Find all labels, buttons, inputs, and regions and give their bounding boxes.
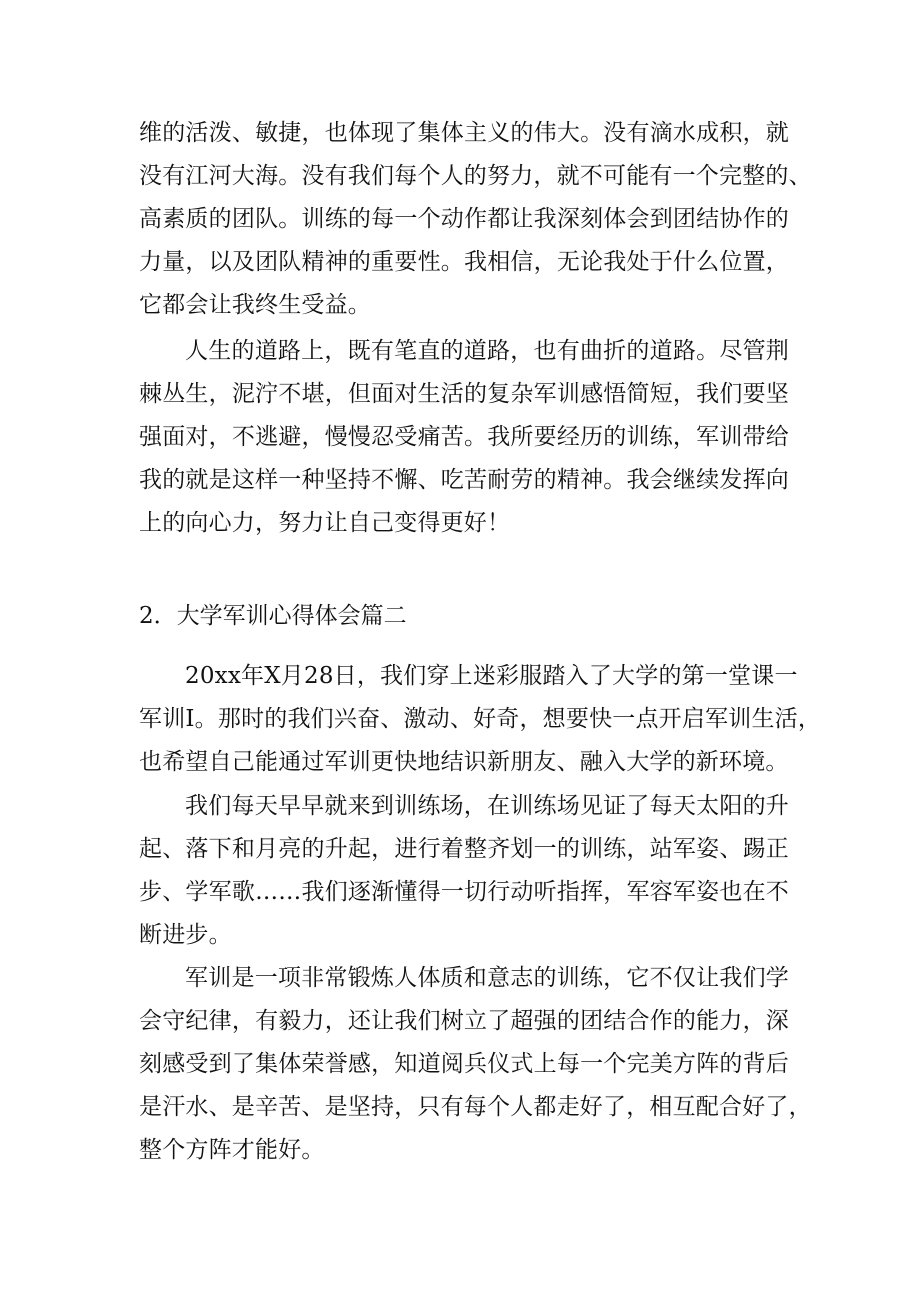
text-line: 整个方阵才能好。	[139, 1137, 325, 1163]
text-line: 维的活泼、敏捷，也体现了集体主义的伟大。没有滴水成积，就	[139, 120, 789, 146]
text-line: 棘丛生，泥泞不堪，但面对生活的复杂军训感悟简短，我们要坚	[139, 381, 789, 407]
paragraph-life-road	[139, 330, 789, 545]
text-line: 会守纪律，有毅力，还让我们树立了超强的团结合作的能力，深	[139, 1008, 789, 1034]
text-line: 军训是一项非常锻炼人体质和意志的训练，它不仅让我们学	[185, 965, 789, 991]
text-line: 上的向心力，努力让自己变得更好！	[139, 510, 511, 536]
paragraph-training-ground	[139, 785, 789, 957]
text-line: 没有江河大海。没有我们每个人的努力，就不可能有一个完整的、	[139, 163, 812, 189]
text-line: 我们每天早早就来到训练场，在训练场见证了每天太阳的升	[185, 793, 789, 819]
text-line: 起、落下和月亮的升起，进行着整齐划一的训练，站军姿、踢正	[139, 836, 789, 862]
text-line: 强面对，不逃避，慢慢忍受痛苦。我所要经历的训练，军训带给	[139, 424, 789, 450]
text-line: 20xx年X月28日，我们穿上迷彩服踏入了大学的第一堂课一	[185, 663, 798, 689]
paragraph-continuation	[139, 112, 812, 327]
text-line: 步、学军歌……我们逐渐懂得一切行动听指挥，军容军姿也在不	[139, 879, 789, 905]
text-line: 它都会让我终生受益。	[139, 292, 371, 318]
paragraph-first-lesson	[139, 655, 822, 784]
text-line: 军训I。那时的我们兴奋、激动、好奇，想要快一点开启军训生活，	[139, 706, 822, 732]
text-line: 力量，以及团队精神的重要性。我相信，无论我处于什么位置，	[139, 249, 789, 275]
text-line: 人生的道路上，既有笔直的道路，也有曲折的道路。尽管荆	[185, 338, 789, 364]
text-line: 是汗水、是辛苦、是坚持，只有每个人都走好了，相互配合好了，	[139, 1094, 812, 1120]
text-line: 刻感受到了集体荣誉感，知道阅兵仪式上每一个完美方阵的背后	[139, 1051, 789, 1077]
section-heading: 2．大学军训心得体会篇二	[139, 603, 407, 629]
text-line: 我的就是这样一种坚持不懈、吃苦耐劳的精神。我会继续发挥向	[139, 467, 789, 493]
paragraph-discipline	[139, 957, 812, 1172]
text-line: 断进步。	[139, 922, 232, 948]
text-line: 也希望自己能通过军训更快地结识新朋友、融入大学的新环境。	[139, 749, 789, 775]
text-line: 高素质的团队。训练的每一个动作都让我深刻体会到团结协作的	[139, 206, 789, 232]
